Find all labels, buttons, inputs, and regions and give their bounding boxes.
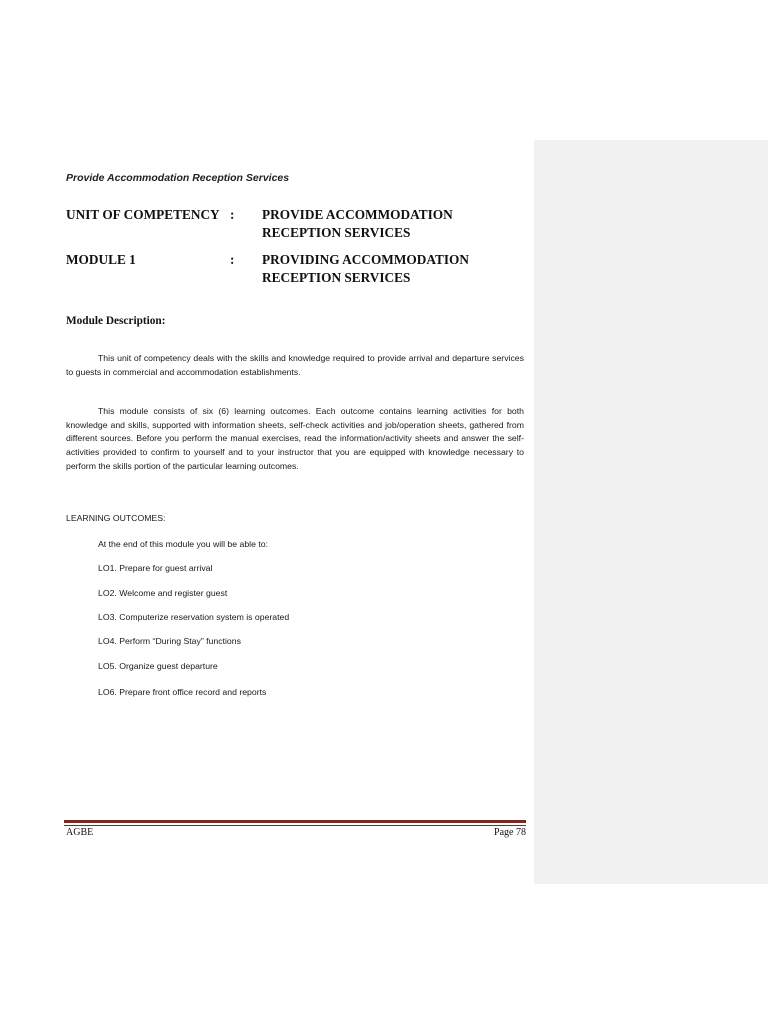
unit-colon: : <box>230 207 235 222</box>
module-colon: : <box>230 252 235 267</box>
description-paragraph-1-text: This unit of competency deals with the skills and knowledge required to provide arrival and departure services to guests in commercial and accommodation establishments. <box>66 353 524 377</box>
learning-outcome-item: LO2. Welcome and register guest <box>98 588 228 598</box>
unit-key: UNIT OF COMPETENCY <box>66 207 220 222</box>
description-paragraph-2 <box>66 405 524 474</box>
module-value: PROVIDING ACCOMMODATION RECEPTION SERVICES <box>262 252 469 285</box>
description-paragraph-2-text: This module consists of six (6) learning outcomes. Each outcome contains learning activities for both knowledge and skills, supported with information sheets, self-check activities and job/operation sheets, gathered from different sources. Before you perform the manual exercises, read the information/activity sheets and answer the self-activities provided to confirm to yourself and to your instructor that you are equipped with knowledge necessary to perform the skills portion of the particular learning outcomes. <box>66 406 524 471</box>
learning-outcome-item: LO4. Perform “During Stay” functions <box>98 636 241 646</box>
description-paragraph-1 <box>66 352 524 379</box>
page-number: Page 78 <box>494 827 526 838</box>
learning-outcomes-heading: LEARNING OUTCOMES: <box>66 513 166 523</box>
module-description-heading: Module Description: <box>66 315 166 327</box>
comment-pane <box>534 140 768 884</box>
learning-outcome-item: LO6. Prepare front office record and reports <box>98 687 267 697</box>
footer-rule-thick <box>64 820 526 823</box>
module-key: MODULE 1 <box>66 252 136 267</box>
learning-outcome-item: LO1. Prepare for guest arrival <box>98 563 213 573</box>
learning-outcomes-intro: At the end of this module you will be able to: <box>98 539 268 549</box>
unit-value: PROVIDE ACCOMMODATION RECEPTION SERVICES <box>262 207 453 240</box>
learning-outcome-item: LO3. Computerize reservation system is operated <box>98 612 290 622</box>
running-title: Provide Accommodation Reception Services <box>66 172 290 184</box>
footer-left-text: AGBE <box>66 827 94 838</box>
footer-rule-thin <box>64 825 526 826</box>
learning-outcome-item: LO5. Organize guest departure <box>98 661 218 671</box>
